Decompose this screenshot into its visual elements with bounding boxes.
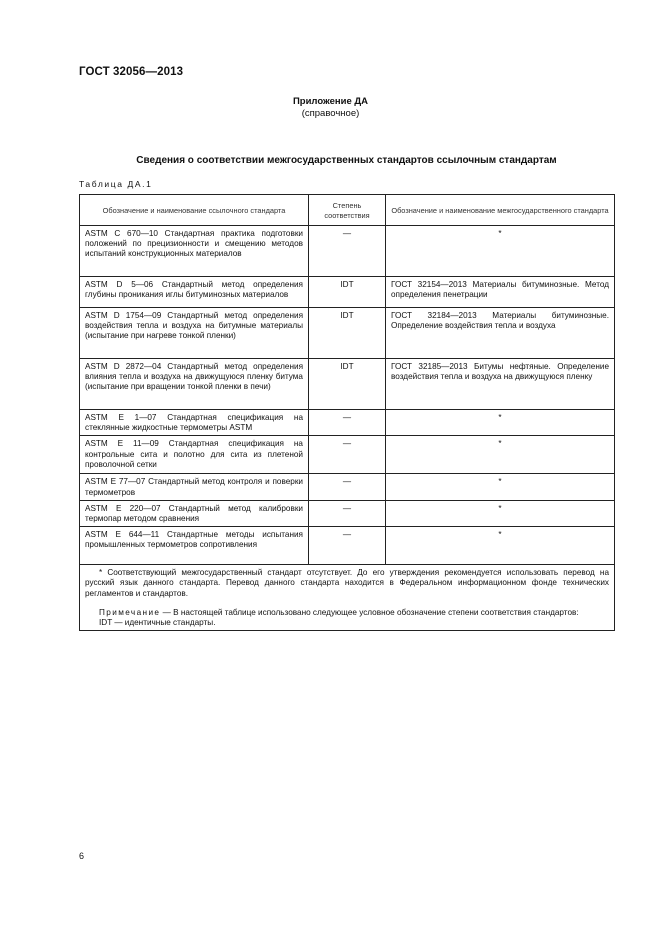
column-header-degree: Степень соответствия [309, 195, 386, 226]
cell-degree: IDT [309, 308, 386, 359]
table-row [80, 527, 615, 565]
table-caption: Таблица ДА.1 [79, 179, 153, 189]
cell-degree: IDT [309, 277, 386, 308]
note-text: — В настоящей таблице использовано следующее условное обозначение степени соответствия стандартов: [160, 607, 579, 617]
cell-reference: ASTM D 2872—04 Стандартный метод определения влияния тепла и воздуха на движущуюся пленку битума (испытание при вращении тонкой пленки в печи) [80, 359, 309, 410]
cell-reference: ASTM E 1—07 Стандартная спецификация на стеклянные жидкостные термометры ASTM [80, 410, 309, 436]
cell-gost: * [386, 226, 615, 277]
document-title: Сведения о соответствии межгосударственных стандартов ссылочным стандартам [136, 155, 557, 166]
appendix-heading [0, 96, 661, 120]
table-row [80, 308, 615, 359]
appendix-subtitle: (справочное) [301, 108, 360, 119]
appendix-title: Приложение ДА [292, 96, 369, 107]
table-row [80, 277, 615, 308]
table-row [80, 410, 615, 436]
cell-reference: ASTM E 77—07 Стандартный метод контроля и поверки термометров [80, 474, 309, 500]
cell-reference: ASTM D 5—06 Стандартный метод определения глубины проникания иглы битуминозных материалов [80, 277, 309, 308]
table-note [85, 608, 609, 618]
table-row [80, 474, 615, 500]
cell-reference: ASTM E 220—07 Стандартный метод калибровки термопар методом сравнения [80, 500, 309, 526]
cell-gost: * [386, 500, 615, 526]
cell-gost: * [386, 474, 615, 500]
cell-reference: ASTM C 670—10 Стандартная практика подготовки положений по прецизионности и смещению методов испытаний конструкционных материалов [80, 226, 309, 277]
cell-gost: * [386, 527, 615, 565]
cell-degree: — [309, 527, 386, 565]
table-row [80, 500, 615, 526]
table-row [80, 436, 615, 474]
note-label: Примечание [99, 607, 161, 617]
page-header-standard: ГОСТ 32056—2013 [79, 66, 184, 78]
table-row [80, 226, 615, 277]
cell-reference: ASTM E 11—09 Стандартная спецификация на контрольные сита и полотно для сита из плетеной проволочной сетки [80, 436, 309, 474]
cell-degree: — [309, 436, 386, 474]
cell-reference: ASTM E 644—11 Стандартные методы испытания промышленных термометров сопротивления [80, 527, 309, 565]
cell-gost: * [386, 436, 615, 474]
cell-gost: ГОСТ 32184—2013 Материалы битуминозные. Определение воздействия тепла и воздуха [386, 308, 615, 359]
table-notes-row [80, 565, 615, 631]
column-header-reference: Обозначение и наименование ссылочного стандарта [80, 195, 309, 226]
cell-degree: — [309, 410, 386, 436]
table-notes [80, 565, 615, 631]
cell-degree: — [309, 500, 386, 526]
column-header-gost: Обозначение и наименование межгосударственного стандарта [386, 195, 615, 226]
cell-gost: ГОСТ 32185—2013 Битумы нефтяные. Определение воздействия тепла и воздуха на движущуюся пленку [386, 359, 615, 410]
cell-gost: * [386, 410, 615, 436]
table-row [80, 359, 615, 410]
table-header-row [80, 195, 615, 226]
cell-reference: ASTM D 1754—09 Стандартный метод определения воздействия тепла и воздуха на битумные материалы (испытание при нагреве тонкой пленки) [80, 308, 309, 359]
correspondence-table [79, 194, 615, 631]
cell-degree: — [309, 226, 386, 277]
cell-gost: ГОСТ 32154—2013 Материалы битуминозные. Метод определения пенетрации [386, 277, 615, 308]
cell-degree: IDT [309, 359, 386, 410]
cell-degree: — [309, 474, 386, 500]
note-item: IDT — идентичные стандарты. [99, 618, 216, 628]
page-number: 6 [79, 851, 85, 861]
table-footnote: * Соответствующий межгосударственный стандарт отсутствует. До его утверждения рекомендуется использовать перевод на русский язык данного стандарта. Перевод данного стандарта находится в Федеральном информационном фонде технических регламентов и стандартов. [85, 568, 609, 598]
